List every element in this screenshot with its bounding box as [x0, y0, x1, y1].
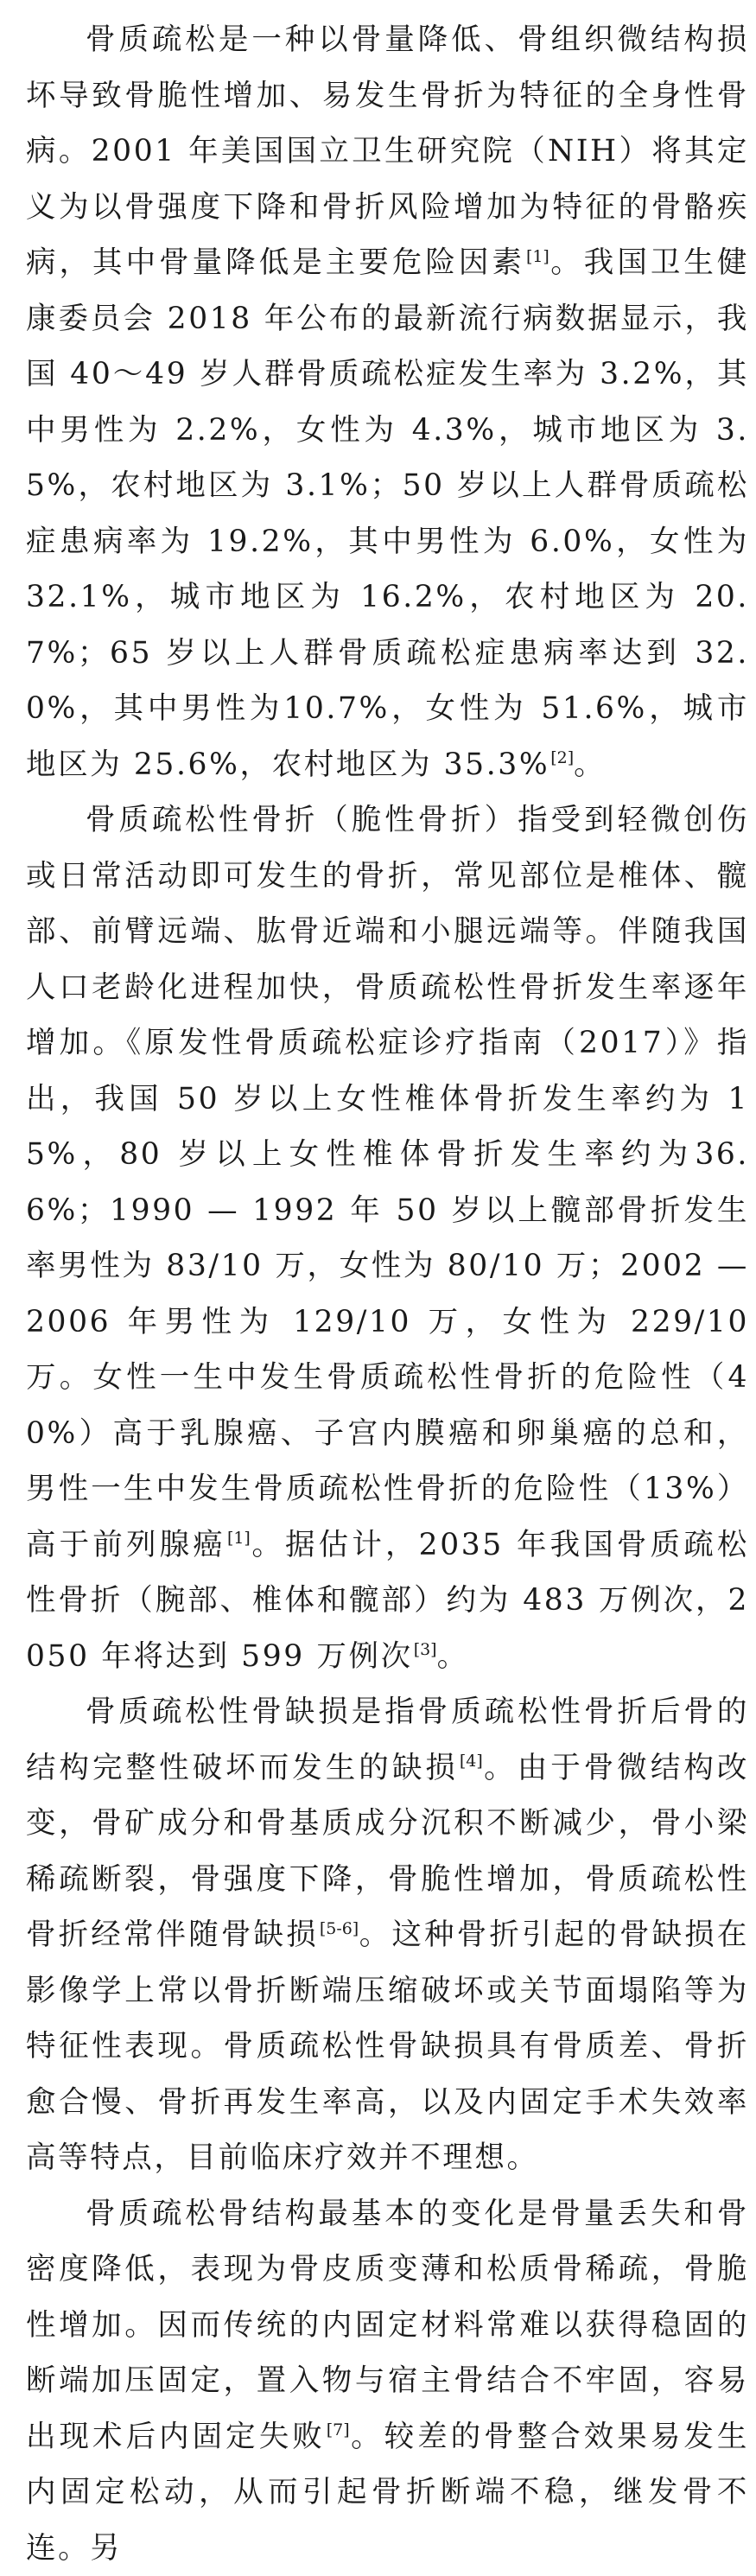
paragraph-text: 。较差的骨整合效果易发生内固定松动，从而引起骨折断端不稳，继发骨不连。另	[26, 2420, 749, 2566]
paragraph-text: 骨质疏松是一种以骨量降低、骨组织微结构损坏导致骨脆性增加、易发生骨折为特征的全身性骨病。2001 年美国国立卫生研究院（NIH）将其定义为以骨强度下降和骨折风险增加为特征的骨骼疾病，其中骨量降低是主要危险因素	[26, 22, 749, 280]
citation-ref[interactable]: [1]	[526, 247, 550, 266]
paragraph-text: 。由于骨微结构改变，骨矿成分和骨基质成分沉积不断减少，骨小梁稀疏断裂，骨强度下降，骨脆性增加，骨质疏松性骨折经常伴随骨缺损	[26, 1751, 749, 1953]
paragraph-text: 骨质疏松性骨缺损是指骨质疏松性骨折后骨的结构完整性破坏而发生的缺损	[26, 1695, 749, 1785]
citation-ref[interactable]: [2]	[550, 748, 574, 767]
paragraph-text: 。	[437, 1639, 469, 1674]
paragraph	[26, 2186, 749, 2576]
paragraph	[26, 12, 749, 792]
citation-ref[interactable]: [5-6]	[320, 1919, 359, 1938]
citation-ref[interactable]: [1]	[227, 1529, 251, 1548]
paragraph-text: 骨质疏松骨结构最基本的变化是骨量丢失和骨密度降低，表现为骨皮质变薄和松质骨稀疏，骨脆性增加。因而传统的内固定材料常难以获得稳固的断端加压固定，置入物与宿主骨结合不牢固，容易出现术后内固定失败	[26, 2197, 749, 2454]
paragraph-text: 。我国卫生健康委员会 2018 年公布的最新流行病数据显示，我国 40～49 岁人群骨质疏松症发生率为 3.2%，其中男性为 2.2%，女性为 4.3%，城市地区为 3.5%，农村地区为 3.1%；50 岁以上人群骨质疏松症患病率为 19.2%，其中男性为 6.0%，女性为 32.1%，城市地区为 16.2%，农村地区为 20.7%；65 岁以上人群骨质疏松症患病率达到 32.0%，其中男性为10.7%，女性为 51.6%，城市地区为 25.6%，农村地区为 35.3%	[26, 245, 749, 782]
paragraph	[26, 792, 749, 1684]
citation-ref[interactable]: [4]	[460, 1752, 483, 1771]
paragraph-text: 。这种骨折引起的骨缺损在影像学上常以骨折断端压缩破坏或关节面塌陷等为特征性表现。骨质疏松性骨缺损具有骨质差、骨折愈合慢、骨折再发生率高，以及内固定手术失效率高等特点，目前临床疗效并不理想。	[26, 1918, 749, 2175]
paragraph-text: 。据估计，2035 年我国骨质疏松性骨折（腕部、椎体和髋部）约为 483 万例次，2050 年将达到 599 万例次	[26, 1528, 749, 1674]
paragraph-text: 骨质疏松性骨折（脆性骨折）指受到轻微创伤或日常活动即可发生的骨折，常见部位是椎体、髋部、前臂远端、肱骨近端和小腿远端等。伴随我国人口老龄化进程加快，骨质疏松性骨折发生率逐年增加。《原发性骨质疏松症诊疗指南（2017）》指出，我国 50 岁以上女性椎体骨折发生率约为 15%，80 岁以上女性椎体骨折发生率约为36.6%；1990 — 1992 年 50 岁以上髋部骨折发生率男性为 83/10 万，女性为 80/10 万；2002 — 2006 年男性为 129/10 万，女性为 229/10 万。女性一生中发生骨质疏松性骨折的危险性（40%）高于乳腺癌、子宫内膜癌和卵巢癌的总和，男性一生中发生骨质疏松性骨折的危险性（13%）高于前列腺癌	[26, 803, 749, 1562]
citation-ref[interactable]: [3]	[414, 1640, 437, 1659]
citation-ref[interactable]: [7]	[327, 2420, 350, 2439]
paragraph	[26, 1684, 749, 2186]
paragraph-text: 。	[574, 747, 606, 782]
